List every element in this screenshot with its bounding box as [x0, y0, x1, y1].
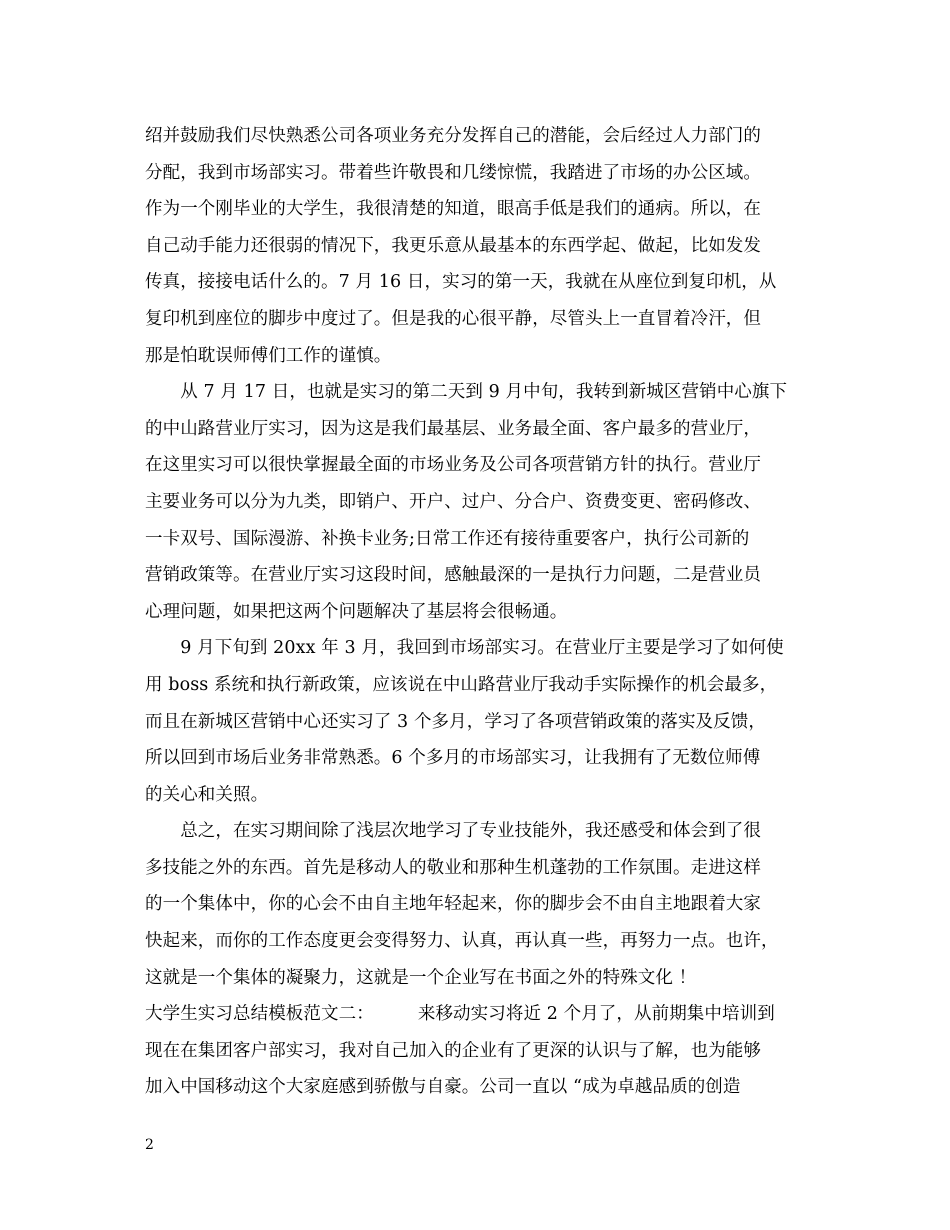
text-line: 现在在集团客户部实习，我对自己加入的企业有了更深的认识与了解，也为能够	[145, 1040, 761, 1061]
text-line: 用 boss 系统和执行新政策，应该说在中山路营业厅我动手实际操作的机会最多，	[145, 674, 778, 695]
text-line: 心理问题，如果把这两个问题解决了基层将会很畅通。	[145, 601, 568, 622]
text-line: 加入中国移动这个大家庭感到骄傲与自豪。公司一直以 “成为卓越品质的创造	[145, 1077, 741, 1098]
text-line: 那是怕耽误师傅们工作的谨慎。	[145, 345, 392, 366]
text-line: 主要业务可以分为九类，即销户、开户、过户、分合户、资费变更、密码修改、	[145, 491, 761, 512]
text-line: 而且在新城区营销中心还实习了 3 个多月，学习了各项营销政策的落实及反馈，	[145, 711, 766, 732]
text-line: 营销政策等。在营业厅实习这段时间，感触最深的一是执行力问题，二是营业员	[145, 565, 761, 586]
page-number: 2	[145, 1137, 154, 1153]
text-line: 从 7 月 17 日，也就是实习的第二天到 9 月中旬，我转到新城区营销中心旗下	[145, 382, 788, 403]
text-line: 总之，在实习期间除了浅层次地学习了专业技能外，我还感受和体会到了很	[145, 821, 761, 842]
text-line: 绍并鼓励我们尽快熟悉公司各项业务充分发挥自己的潜能，会后经过人力部门的	[145, 126, 761, 146]
text-line: 作为一个刚毕业的大学生，我很清楚的知道，眼高手低是我们的通病。所以，在	[145, 199, 761, 220]
text-line: 分配，我到市场部实习。带着些许敬畏和几缕惊慌，我踏进了市场的办公区域。	[145, 162, 761, 183]
text-line: 在这里实习可以很快掌握最全面的市场业务及公司各项营销方针的执行。营业厅	[145, 455, 761, 476]
text-line: 大学生实习总结模板范文二： 来移动实习将近 2 个月了，从前期集中培训到	[145, 1004, 775, 1025]
text-line: 快起来，而你的工作态度更会变得努力、认真，再认真一些，再努力一点。也许，	[145, 931, 779, 952]
text-line: 这就是一个集体的凝聚力，这就是一个企业写在书面之外的特殊文化 ！	[145, 967, 697, 988]
text-line: 9 月下旬到 20xx 年 3 月，我回到市场部实习。在营业厅主要是学习了如何使	[145, 638, 784, 659]
text-line: 复印机到座位的脚步中度过了。但是我的心很平静，尽管头上一直冒着冷汗，但	[145, 308, 761, 329]
text-line: 所以回到市场后业务非常熟悉。6 个多月的市场部实习，让我拥有了无数位师傅	[145, 748, 761, 769]
text-line: 传真，接接电话什么的。7 月 16 日，实习的第一天，我就在从座位到复印机，从	[145, 272, 777, 293]
text-line: 自己动手能力还很弱的情况下，我更乐意从最基本的东西学起、做起，比如发发	[145, 235, 761, 256]
text-line: 多技能之外的东西。首先是移动人的敬业和那种生机蓬勃的工作氛围。走进这样	[145, 857, 761, 878]
text-line: 的一个集体中，你的心会不由自主地年轻起来，你的脚步会不由自主地跟着大家	[145, 894, 761, 915]
body-text	[145, 118, 815, 1106]
text-line: 一卡双号、国际漫游、补换卡业务;日常工作还有接待重要客户，执行公司新的	[145, 528, 750, 549]
text-line: 的关心和关照。	[145, 784, 269, 805]
text-line: 的中山路营业厅实习，因为这是我们最基层、业务最全面、客户最多的营业厅，	[145, 418, 761, 439]
